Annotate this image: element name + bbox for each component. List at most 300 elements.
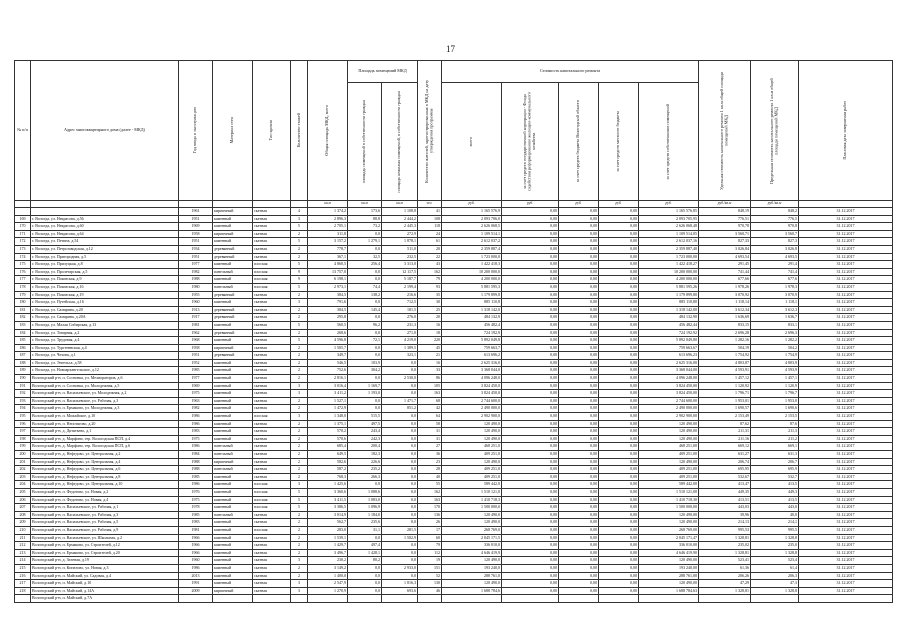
cost-owners-cell: 2 045 171,47 [639,534,699,542]
completion-date-cell: 31.12.2017 [799,238,893,246]
floors-cell: 2 [291,572,308,580]
cost-total-cell: 1 422 418,3 [442,261,502,269]
cost-fund-cell: 0,00 [502,215,559,223]
unit-cell: кв.м [348,201,382,208]
area-nonresidential-cell: 0,0 [382,443,418,451]
cost-local-cell: 0,00 [599,511,639,519]
table-row [15,504,893,512]
area-nonresidential-cell: 0,0 [382,420,418,428]
cost-fund-cell: 0,00 [502,519,559,527]
total-area-cell: 752,6 [308,367,348,375]
completion-date-cell: 31.12.2017 [799,337,893,345]
cost-total-cell: 2 902 900,0 [442,413,502,421]
cost-local-cell: 0,00 [599,223,639,231]
total-area-cell: 2 896,3 [308,215,348,223]
residents-cell: 162 [418,268,442,276]
cost-fund-cell: 0,00 [502,564,559,572]
cost-owners-cell: 2 902 900,00 [639,413,699,421]
address-cell [31,208,179,216]
row-number-cell: 192 [15,390,31,398]
total-area-cell: 1 472,9 [308,405,348,413]
table-row [15,375,893,383]
cost-local-cell: 0,00 [599,329,639,337]
roof-type-cell: скатная [253,359,291,367]
total-area-cell: 295,8 [308,314,348,322]
wall-material-cell: каменный [213,564,253,572]
max-cost-cell: 1 978,3 [751,283,799,291]
completion-date-cell: 31.12.2017 [799,580,893,588]
cost-total-cell: 2 612 037,2 [442,238,502,246]
area-residential-cell: 0,0 [348,534,382,542]
unit-cost-cell: 4 693,54 [699,253,751,261]
address-cell: Вологодский р-н, п. Сосновка, ул. Молодежная, д.5 [31,382,179,390]
wall-material-cell: каменный [213,473,253,481]
cost-total-cell: 456 482,4 [442,321,502,329]
unit-cell [179,201,213,208]
wall-material-cell: каменный [213,526,253,534]
completion-date-cell: 31.12.2017 [799,344,893,352]
completion-date-cell: 31.12.2017 [799,291,893,299]
cost-total-cell: 2 359 887,4 [442,245,502,253]
completion-date-cell: 31.12.2017 [799,397,893,405]
residents-cell: 42 [418,405,442,413]
unit-cost-cell: 3 612,34 [699,306,751,314]
floors-cell: 3 [291,382,308,390]
completion-date-cell: 31.12.2017 [799,473,893,481]
max-cost-cell: 3 612,3 [751,306,799,314]
wall-material-cell: каменный [213,276,253,284]
total-area-cell: 1 539,1 [308,534,348,542]
max-cost-cell: 1 282,2 [751,337,799,345]
residents-cell: 151 [418,564,442,572]
table-body [15,208,893,603]
cost-local-cell: 0,00 [599,344,639,352]
max-cost-cell: 1 953,0 [751,397,799,405]
area-residential-cell: 243,4 [348,428,382,436]
residents-cell: 118 [418,223,442,231]
wall-material-cell: панельный [213,443,253,451]
roof-type-cell: скатная [253,466,291,474]
cost-region-cell: 0,00 [559,276,599,284]
address-cell: г. Вологда, ул. Товарная, д.2 [31,329,179,337]
cost-fund-cell: 0,00 [502,314,559,322]
year-built-cell: 1960 [179,299,213,307]
address-cell: г. Вологда, ул. Некрасова, д.64 [31,230,179,238]
wall-material-cell: каменный [213,215,253,223]
header-max-cost: Предельная стоимость капитального ремонта 1 кв.м общей площади помещений МКД [751,61,799,201]
completion-date-cell: 31.12.2017 [799,526,893,534]
area-residential-cell: 88,8 [348,215,382,223]
area-nonresidential-cell: 2 445,3 [382,223,418,231]
cost-owners-cell: 589 442,00 [639,481,699,489]
row-number-cell: 169 [15,215,31,223]
completion-date-cell: 31.12.2017 [799,572,893,580]
roof-type-cell: плоская [253,504,291,512]
residents-cell: 22 [418,253,442,261]
max-cost-cell [751,595,799,603]
cost-total-cell: 120 490,0 [442,435,502,443]
cost-region-cell [559,595,599,603]
year-built-cell: 1958 [179,230,213,238]
cost-local-cell: 0,00 [599,572,639,580]
unit-cost-cell: 1 120,92 [699,382,751,390]
unit-cost-cell: 827,33 [699,238,751,246]
roof-type-cell: скатная [253,367,291,375]
table-row [15,443,893,451]
address-cell: Вологодский р-н, п. Ермаково, ул. Строителей, д.12 [31,542,179,550]
residents-cell: 130 [418,580,442,588]
area-nonresidential-cell: 0,0 [382,557,418,565]
total-area-cell: 1 505,7 [308,344,348,352]
cost-total-cell: 2 626 068,5 [442,223,502,231]
floors-cell: 3 [291,390,308,398]
residents-cell: 108 [418,215,442,223]
wall-material-cell: каменный [213,481,253,489]
max-cost-cell: 47,3 [751,580,799,588]
cost-owners-cell: 1 688 784,63 [639,587,699,595]
max-cost-cell: 669,1 [751,443,799,451]
header-floors: Количество этажей [291,61,308,201]
residents-cell: 86 [418,375,442,383]
total-area-cell: 3 496,7 [308,549,348,557]
completion-date-cell: 31.12.2017 [799,557,893,565]
max-cost-cell: 87,6 [751,420,799,428]
max-cost-cell: 3 070,9 [751,291,799,299]
area-nonresidential-cell: 0,0 [382,359,418,367]
unit-cost-cell: 833,15 [699,321,751,329]
area-residential-cell: 1 184,0 [348,511,382,519]
residents-cell: 18 [418,329,442,337]
cost-fund-cell: 0,00 [502,572,559,580]
table-row [15,299,893,307]
table-row [15,549,893,557]
cost-fund-cell: 0,00 [502,534,559,542]
header-cost-total: всего [442,83,502,201]
cost-region-cell: 0,00 [559,488,599,496]
table-row [15,329,893,337]
completion-date-cell: 31.12.2017 [799,511,893,519]
residents-cell: 79 [418,276,442,284]
cost-total-cell: 5 892 049,8 [442,337,502,345]
cost-region-cell: 0,00 [559,397,599,405]
completion-date-cell: 31.12.2017 [799,451,893,459]
table-row [15,253,893,261]
table-row [15,542,893,550]
wall-material-cell: каменный [213,504,253,512]
cost-fund-cell: 0,00 [502,549,559,557]
cost-total-cell: 2 490 000,0 [442,405,502,413]
unit-cost-cell: 741,44 [699,268,751,276]
address-cell: Вологодский р-н, п. Непотягово, д.20 [31,420,179,428]
wall-material-cell: каменный [213,359,253,367]
unit-cost-cell: 970,78 [699,223,751,231]
cost-owners-cell: 2 612 037,16 [639,238,699,246]
cost-region-cell: 0,00 [559,238,599,246]
cost-owners-cell: 120 490,00 [639,428,699,436]
roof-type-cell: скатная [253,511,291,519]
max-cost-cell: 1 120,9 [751,382,799,390]
table-row [15,557,893,565]
table-row [15,435,893,443]
cost-total-cell: 1 109 514,1 [442,230,502,238]
row-number-cell: 177 [15,276,31,284]
completion-date-cell: 31.12.2017 [799,534,893,542]
row-number-cell: 199 [15,443,31,451]
cost-fund-cell: 0,00 [502,208,559,216]
roof-type-cell: скатная [253,580,291,588]
table-row [15,451,893,459]
area-nonresidential-cell [382,595,418,603]
max-cost-cell: 235,0 [751,542,799,550]
header-cost-owners: за счет средств собственников помещений [639,83,699,201]
residents-cell: 31 [418,435,442,443]
area-nonresidential-cell: 2 444,2 [382,215,418,223]
area-nonresidential-cell: 0,0 [382,382,418,390]
total-area-cell: 1 348,0 [308,413,348,421]
residents-cell [418,595,442,603]
unit-cost-cell: 206,74 [699,458,751,466]
area-nonresidential-cell: 0,0 [382,504,418,512]
unit-cost-cell: 3 026,84 [699,245,751,253]
roof-type-cell: скатная [253,549,291,557]
total-area-cell: 2 547,9 [308,580,348,588]
cost-local-cell: 0,00 [599,367,639,375]
cost-fund-cell: 0,00 [502,352,559,360]
cost-owners-cell: 1 723 000,00 [639,253,699,261]
completion-date-cell: 31.12.2017 [799,230,893,238]
cost-region-cell: 0,00 [559,359,599,367]
cost-region-cell: 0,00 [559,496,599,504]
unit-cost-cell: 695,95 [699,466,751,474]
roof-type-cell: скатная [253,321,291,329]
cost-region-cell: 0,00 [559,435,599,443]
cost-region-cell: 0,00 [559,208,599,216]
address-cell: г. Вологда, ул. Псковская, д.9 [31,276,179,284]
address-cell: Вологодский р-н, п. Федотово, ул. Новая, д.2 [31,488,179,496]
cost-region-cell: 0,00 [559,526,599,534]
year-built-cell: 1977 [179,375,213,383]
unit-cost-cell: 1 690,57 [699,405,751,413]
address-cell: Вологодский р-н, д. Дитятьево, д.1 [31,428,179,436]
area-nonresidential-cell: 5 187,7 [382,276,418,284]
cost-owners-cell: 885 110,80 [639,299,699,307]
total-area-cell: 1 374,2 [308,208,348,216]
cost-fund-cell: 0,00 [502,435,559,443]
cost-local-cell: 0,00 [599,238,639,246]
address-cell: Вологодский р-н, д. Марфино, тер. Вологодская ПСП, д.6 [31,443,179,451]
completion-date-cell: 31.12.2017 [799,329,893,337]
residents-cell: 21 [418,352,442,360]
completion-date-cell: 31.12.2017 [799,488,893,496]
max-cost-cell: 827,3 [751,238,799,246]
area-nonresidential-cell: 0,0 [382,511,418,519]
year-built-cell: 2009 [179,587,213,595]
unit-cost-cell: 677,66 [699,276,751,284]
unit-cost-cell: 995,53 [699,526,751,534]
area-nonresidential-cell: 0,0 [382,390,418,398]
completion-date-cell: 31.12.2017 [799,359,893,367]
residents-cell: 26 [418,519,442,527]
cost-total-cell: 484 132,9 [442,314,502,322]
cost-total-cell: 2 744 600,0 [442,397,502,405]
cost-region-cell: 0,00 [559,534,599,542]
table-row [15,564,893,572]
total-area-cell: 4 596,8 [308,337,348,345]
year-built-cell: 1966 [179,549,213,557]
max-cost-cell: 413,5 [751,496,799,504]
area-nonresidential-cell: 0,0 [382,519,418,527]
roof-type-cell: скатная [253,238,291,246]
cost-total-cell: 468 251,0 [442,443,502,451]
roof-type-cell: скатная [253,299,291,307]
table-row [15,238,893,246]
cost-owners-cell: 120 490,00 [639,557,699,565]
roof-type-cell: скатная [253,337,291,345]
cost-fund-cell: 0,00 [502,488,559,496]
cost-region-cell: 0,00 [559,572,599,580]
max-cost-cell: 443,0 [751,504,799,512]
cost-owners-cell: 120 490,00 [639,511,699,519]
cost-region-cell: 0,00 [559,511,599,519]
units-row [15,201,893,208]
completion-date-cell: 31.12.2017 [799,519,893,527]
area-nonresidential-cell: 851,2 [382,405,418,413]
address-cell: г. Вологда, ул. Псковская, д.16 [31,283,179,291]
year-built-cell: 1983 [179,428,213,436]
cost-local-cell: 0,00 [599,390,639,398]
total-area-cell: 311,8 [308,230,348,238]
address-cell: г. Вологда, ул. Чехова, д.1 [31,352,179,360]
cost-fund-cell: 0,00 [502,496,559,504]
cost-fund-cell: 0,00 [502,481,559,489]
cost-local-cell: 0,00 [599,466,639,474]
row-number-cell: 174 [15,253,31,261]
cost-owners-cell: 4 200 000,00 [639,276,699,284]
roof-type-cell: плоская [253,276,291,284]
total-area-cell [308,595,348,603]
area-residential-cell: 1 193,0 [348,390,382,398]
year-built-cell: 1951 [179,238,213,246]
completion-date-cell: 31.12.2017 [799,314,893,322]
floors-cell: 2 [291,291,308,299]
area-residential-cell: 103,9 [348,359,382,367]
table-row [15,245,893,253]
table-row [15,572,893,580]
year-built-cell: 1982 [179,405,213,413]
roof-type-cell: скатная [253,230,291,238]
cost-total-cell: 3 824 450,0 [442,382,502,390]
max-cost-cell: 1 118,1 [751,299,799,307]
residents-cell: 45 [418,344,442,352]
wall-material-cell: деревянный [213,253,253,261]
area-nonresidential-cell: 181,5 [382,306,418,314]
header-completion: Плановая дата завершения работ [799,61,893,201]
cost-local-cell: 0,00 [599,215,639,223]
year-built-cell: 1960 [179,557,213,565]
total-area-cell: 3 157,2 [308,238,348,246]
cost-owners-cell: 3 824 450,00 [639,390,699,398]
total-area-cell: 6 198,1 [308,276,348,284]
area-nonresidential-cell: 2 530,0 [382,375,418,383]
unit-cell: руб./кв.м [699,201,751,208]
area-nonresidential-cell: 4 219,0 [382,337,418,345]
unit-cell: чел. [418,201,442,208]
area-residential-cell: 138,2 [348,291,382,299]
cost-fund-cell: 0,00 [502,344,559,352]
unit-cell [213,201,253,208]
header-area-nonresidential: площадь нежилых помещений, в собственности граждан [382,83,418,201]
unit-cost-cell: 776,51 [699,215,751,223]
table-row [15,496,893,504]
cost-total-cell: 885 110,8 [442,299,502,307]
unit-cost-cell: 443,03 [699,504,751,512]
area-nonresidential-cell: 0,0 [382,413,418,421]
row-number-cell: 212 [15,542,31,550]
year-built-cell: 1969 [179,382,213,390]
floors-cell: 2 [291,344,308,352]
year-built-cell: 1985 [179,511,213,519]
area-residential-cell: 0,0 [348,299,382,307]
table-row [15,268,893,276]
residents-cell: 30 [418,299,442,307]
row-number-cell: 198 [15,435,31,443]
table-row [15,488,893,496]
wall-material-cell: панельный [213,283,253,291]
wall-material-cell: каменный [213,534,253,542]
wall-material-cell: панельный [213,451,253,459]
address-cell: г. Вологда, ул. Малая Сибирская, д.13 [31,321,179,329]
cost-fund-cell: 0,00 [502,473,559,481]
wall-material-cell: каменный [213,519,253,527]
cost-local-cell: 0,00 [599,261,639,269]
wall-material-cell: деревянный [213,352,253,360]
roof-type-cell: плоская [253,481,291,489]
roof-type-cell: плоская [253,268,291,276]
address-cell: Вологодский р-н, п. Васильевское, ул. Рабочая, д.3 [31,397,179,405]
address-cell: Вологодский р-н, п. Можайское, д.10 [31,413,179,421]
cost-region-cell: 0,00 [559,283,599,291]
year-built-cell: 1981 [179,526,213,534]
area-nonresidential-cell: 276,0 [382,314,418,322]
total-area-cell: 3 016,4 [308,382,348,390]
residents-cell: 64 [418,413,442,421]
unit-cost-cell: 1 328,81 [699,587,751,595]
cost-owners-cell: 1 510 121,00 [639,488,699,496]
completion-date-cell: 31.12.2017 [799,245,893,253]
unit-cell: руб. [639,201,699,208]
cost-local-cell: 0,00 [599,382,639,390]
area-nonresidential-cell: 1 502,9 [382,534,418,542]
cost-total-cell: 268 769,0 [442,526,502,534]
area-nonresidential-cell: 3 313,0 [382,261,418,269]
table-row [15,519,893,527]
cost-fund-cell: 0,00 [502,299,559,307]
unit-cost-cell: 1 118,14 [699,299,751,307]
wall-material-cell: деревянный [213,329,253,337]
cost-owners-cell: 759 663,67 [639,344,699,352]
max-cost-cell: 413,5 [751,481,799,489]
max-cost-cell: 741,4 [751,268,799,276]
area-residential-cell: 0,0 [348,276,382,284]
total-area-cell: 2 705,1 [308,223,348,231]
floors-cell: 3 [291,215,308,223]
area-nonresidential-cell: 0,0 [382,496,418,504]
completion-date-cell: 31.12.2017 [799,405,893,413]
unit-cost-cell: 1 978,26 [699,283,751,291]
cost-local-cell: 0,00 [599,526,639,534]
roof-type-cell: скатная [253,405,291,413]
roof-type-cell: скатная [253,397,291,405]
